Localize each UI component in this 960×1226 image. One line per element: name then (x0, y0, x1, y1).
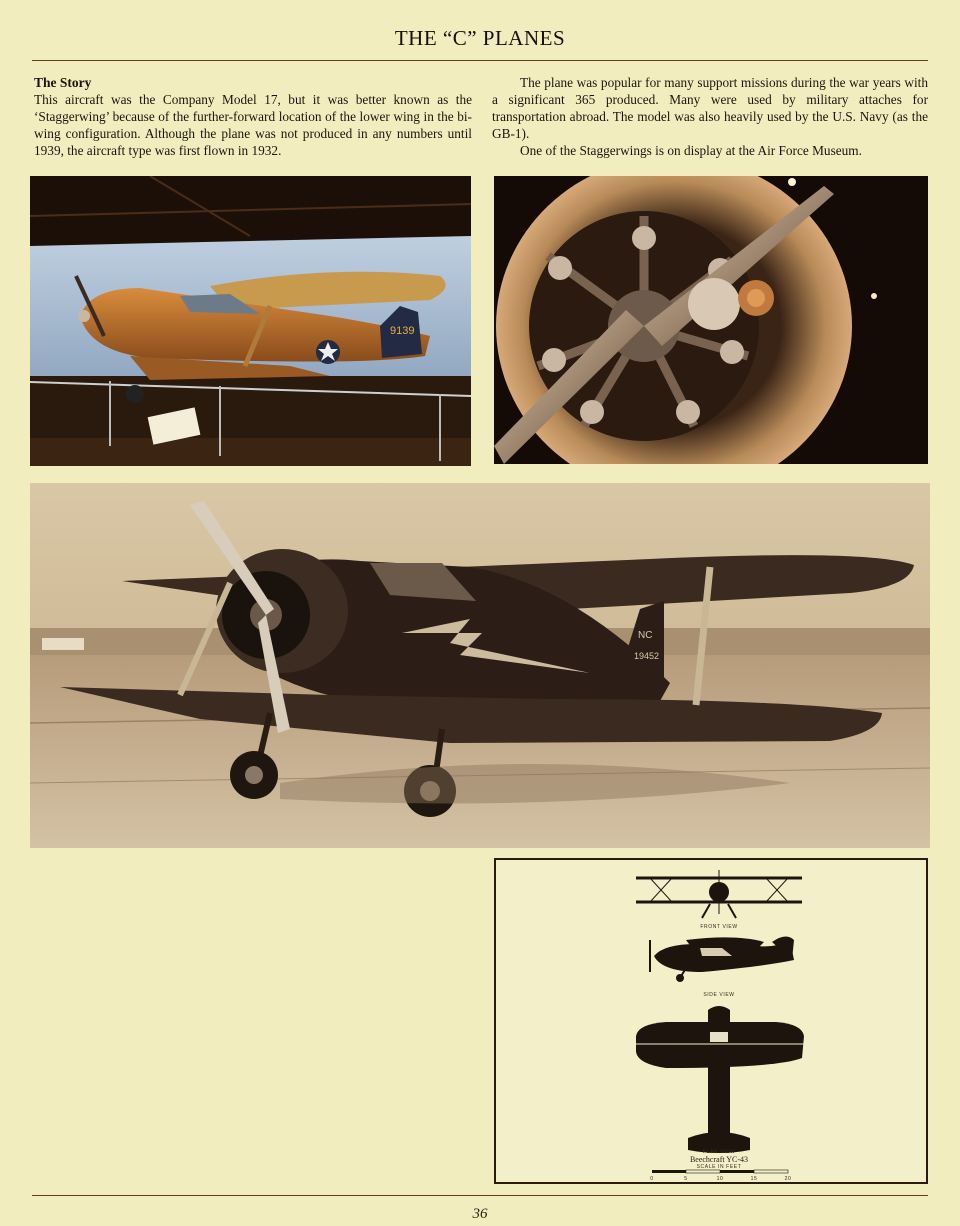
model-label: Beechcraft YC-43 (689, 1155, 749, 1164)
scale-tick-label: 0 (650, 1176, 654, 1182)
header-rule (32, 60, 928, 61)
scale-tick-label: 20 (784, 1176, 792, 1182)
scale-label: SCALE IN FEET (696, 1164, 742, 1170)
story-column-right (492, 74, 928, 159)
page-title: THE “C” PLANES (394, 26, 566, 50)
vintage-aircraft-photo (30, 483, 930, 848)
scale-tick-label: 10 (716, 1176, 724, 1182)
side-view-drawing (650, 936, 794, 982)
scale-tick-labels (650, 1176, 791, 1182)
footer-rule (32, 1195, 928, 1196)
plan-view-drawing (636, 1006, 804, 1153)
story-paragraph-right-1: The plane was popular for many support missions during the war years with a significant 365 produced. Many were used by military attaches for transportation abroad. The model was also heavily used by the U.S. Navy (as the GB-1). (492, 75, 928, 141)
scale-bar (652, 1170, 788, 1173)
plan-view-label: PLAN VIEW (702, 1149, 736, 1155)
museum-tail-number: 9139 (390, 325, 415, 337)
story-paragraph-right-2: One of the Staggerwings is on display at the Air Force Museum. (520, 143, 862, 158)
museum-aircraft-photo (30, 176, 471, 466)
scale-tick-label: 5 (684, 1176, 688, 1182)
vintage-tail-prefix: NC (638, 630, 653, 641)
side-view-label: SIDE VIEW (703, 992, 735, 998)
story-paragraph-left: This aircraft was the Company Model 17, but it was better known as the ‘Staggerwing’ because of the further-forward location of the lower wing in the bi-wing configuration. Although the plane was not produced in any numbers until 1939, the aircraft type was first flown in 1932. (34, 92, 472, 158)
section-heading: The Story (34, 75, 92, 90)
scale-tick-label: 15 (750, 1176, 758, 1182)
three-view-drawing (494, 858, 928, 1184)
vintage-tail-number: 19452 (634, 651, 660, 661)
engine-closeup-photo (494, 176, 928, 464)
front-view-drawing (636, 870, 802, 918)
story-column-left (34, 74, 472, 159)
page-number: 36 (472, 1206, 488, 1222)
front-view-label: FRONT VIEW (700, 924, 738, 930)
